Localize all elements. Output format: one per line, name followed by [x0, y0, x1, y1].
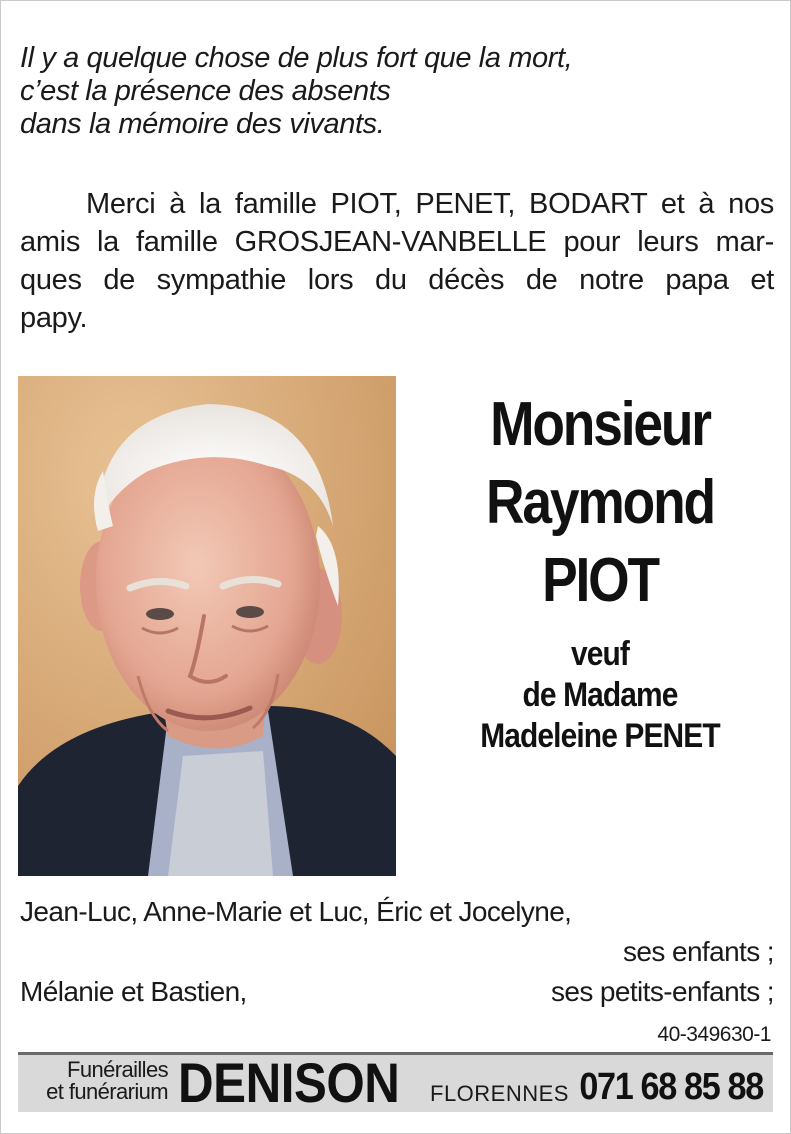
family-row-grandchildren [20, 973, 774, 1013]
funeral-home-services [18, 1059, 168, 1103]
memorial-quote [20, 42, 760, 141]
deceased-name [410, 376, 790, 620]
grandchildren-role: ses petits-enfants ; [550, 976, 774, 1007]
services-line: Funérailles [66, 1057, 168, 1082]
funeral-home-banner [18, 1052, 773, 1112]
children-role: ses enfants ; [623, 936, 774, 967]
funeral-home-city: FLORENNES [430, 1081, 569, 1106]
thanks-line: ques de sympathie lors du décès de notre papa et [20, 264, 774, 296]
family-list [20, 893, 774, 1013]
funeral-home-phone: 071 68 85 88 [579, 1066, 763, 1108]
deceased-first-name: Raymond [486, 468, 714, 537]
notice-reference: 40-349630-1 [657, 1023, 771, 1046]
grandchildren-names: Mélanie et Bastien, [20, 976, 247, 1007]
quote-line: c’est la présence des absents [20, 75, 391, 107]
widow-line: Madeleine PENET [480, 717, 720, 755]
thanks-line: papy. [20, 302, 88, 334]
widow-line: de Madame [522, 676, 678, 714]
quote-line: dans la mémoire des vivants. [20, 108, 385, 140]
portrait-photo [18, 376, 396, 876]
quote-line: Il y a quelque chose de plus fort que la mort, [20, 42, 573, 74]
widow-line: veuf [570, 635, 629, 673]
family-row-children-role [20, 933, 774, 973]
portrait-illustration [18, 376, 396, 876]
children-names: Jean-Luc, Anne-Marie et Luc, Éric et Jocelyne, [20, 896, 572, 927]
deceased-title: Monsieur [490, 390, 710, 459]
thanks-line: Merci à la famille PIOT, PENET, BODART et à nos [86, 188, 774, 220]
services-line: et funérarium [46, 1079, 168, 1104]
funeral-home-name: DENISON [178, 1051, 400, 1114]
widow-mention [410, 634, 790, 757]
family-row-children [20, 893, 774, 933]
thanks-paragraph [20, 185, 774, 337]
thanks-line: amis la famille GROSJEAN-VANBELLE pour leurs mar- [20, 226, 774, 258]
deceased-last-name: PIOT [542, 546, 658, 615]
